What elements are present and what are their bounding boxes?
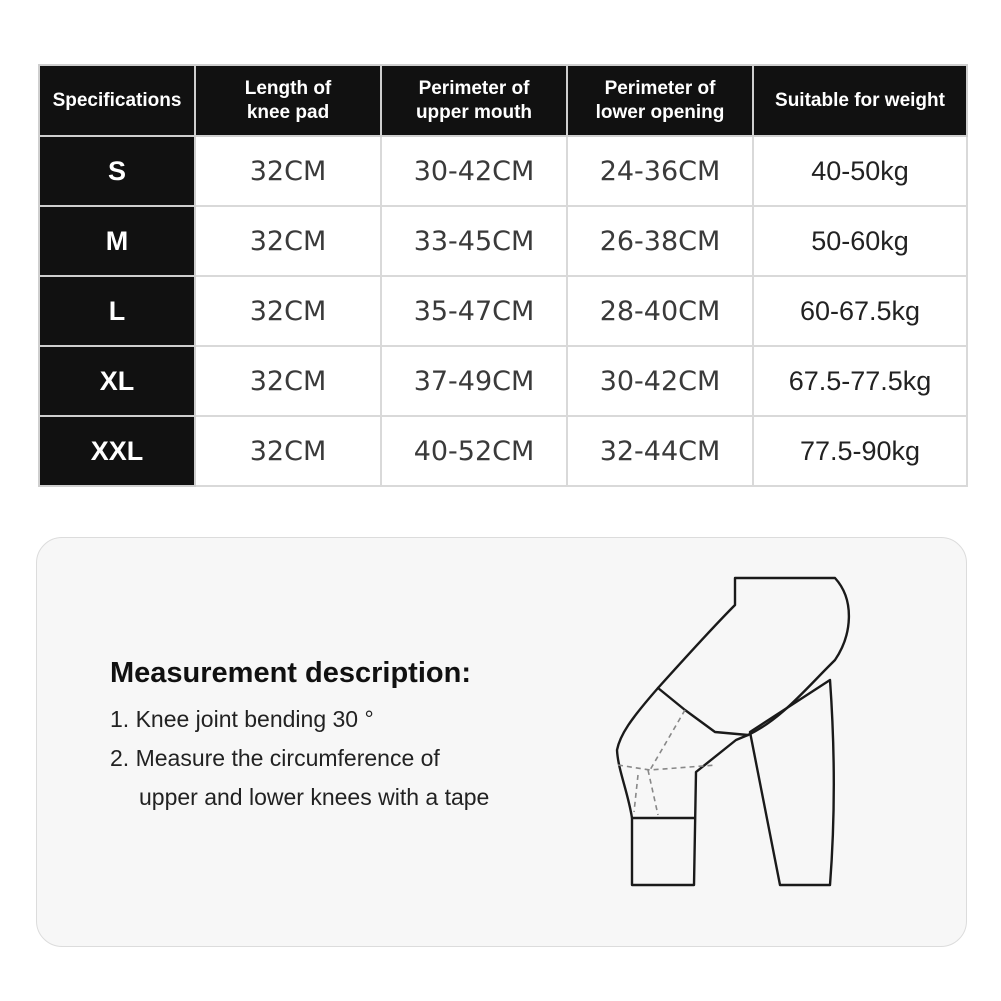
size-cell: XL (39, 346, 195, 416)
length-cell: 32CM (195, 346, 381, 416)
upper-perimeter-cell: 35-47CM (381, 276, 567, 346)
lower-perimeter-cell: 32-44CM (567, 416, 753, 486)
weight-cell: 77.5-90kg (753, 416, 967, 486)
lower-perimeter-cell: 28-40CM (567, 276, 753, 346)
upper-perimeter-cell: 40-52CM (381, 416, 567, 486)
upper-perimeter-cell: 37-49CM (381, 346, 567, 416)
size-cell: M (39, 206, 195, 276)
header-perimeter-upper-mouth: Perimeter of upper mouth (381, 65, 567, 136)
table-row (39, 276, 967, 346)
size-cell: XXL (39, 416, 195, 486)
measurement-description (110, 656, 489, 817)
length-cell: 32CM (195, 416, 381, 486)
upper-perimeter-cell: 30-42CM (381, 136, 567, 206)
table-row (39, 416, 967, 486)
header-length-of-knee-pad: Length of knee pad (195, 65, 381, 136)
table-row (39, 206, 967, 276)
lower-perimeter-cell: 24-36CM (567, 136, 753, 206)
length-cell: 32CM (195, 136, 381, 206)
measurement-step-1: 1. Knee joint bending 30 ° (110, 706, 374, 732)
lower-perimeter-cell: 30-42CM (567, 346, 753, 416)
table-row (39, 346, 967, 416)
measurement-step-2-line-2: upper and lower knees with a tape (139, 784, 490, 810)
table-row (39, 136, 967, 206)
size-cell: L (39, 276, 195, 346)
size-cell: S (39, 136, 195, 206)
measurement-step-2-line-1: 2. Measure the circumference of (110, 745, 440, 771)
header-specifications: Specifications (39, 65, 195, 136)
weight-cell: 40-50kg (753, 136, 967, 206)
table-header-row (39, 65, 967, 136)
weight-cell: 67.5-77.5kg (753, 346, 967, 416)
weight-cell: 60-67.5kg (753, 276, 967, 346)
size-chart-table (38, 64, 968, 487)
measurement-title: Measurement description: (110, 657, 471, 689)
lower-perimeter-cell: 26-38CM (567, 206, 753, 276)
length-cell: 32CM (195, 206, 381, 276)
length-cell: 32CM (195, 276, 381, 346)
weight-cell: 50-60kg (753, 206, 967, 276)
knee-leg-outline-icon (590, 560, 870, 900)
upper-perimeter-cell: 33-45CM (381, 206, 567, 276)
header-suitable-weight: Suitable for weight (753, 65, 967, 136)
header-perimeter-lower-opening: Perimeter of lower opening (567, 65, 753, 136)
